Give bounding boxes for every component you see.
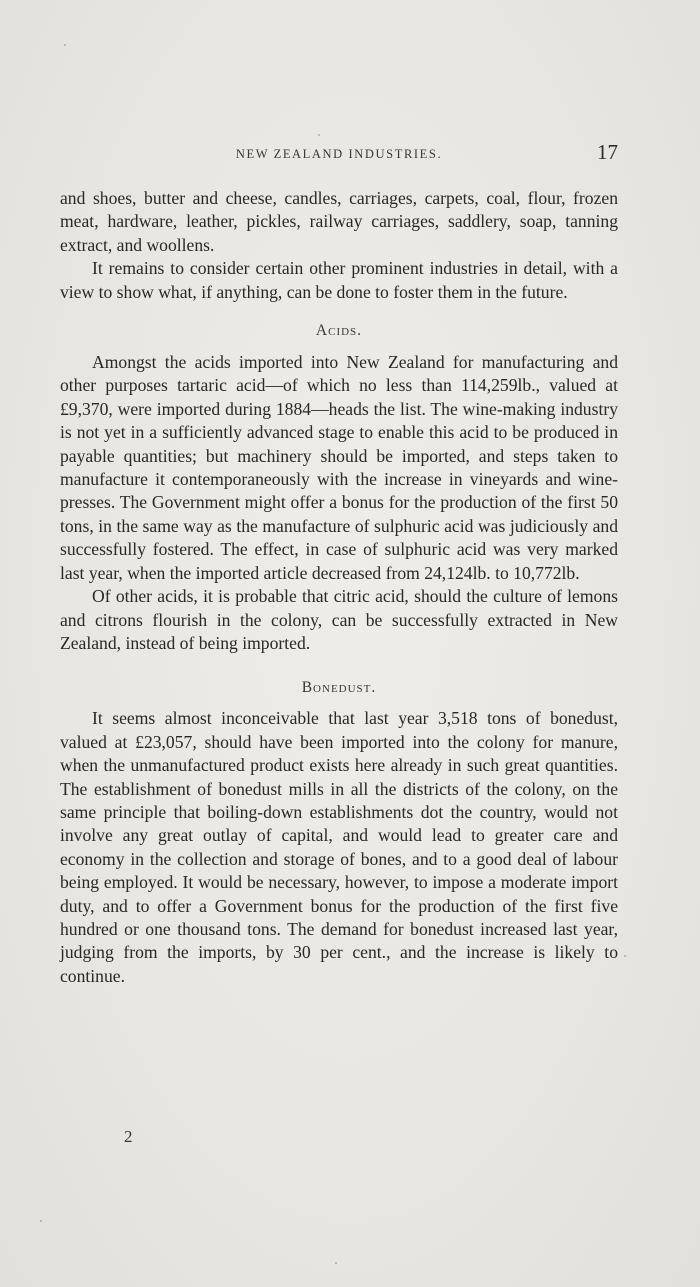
section-heading-acids: Acids. (315, 322, 363, 340)
paragraph-acids-tartaric: Amongst the acids imported into New Zealand for manufacturing and other purposes tartaric acid—of which no less than 114,259lb., valued at £9,370, were imported during 1884—heads the list. The wine-making industry is not yet in a sufficiently advanced stage to enable this acid to be produced in payable quantities; but machinery should be imported, and steps taken to manufacture it contemporaneously with the increase in vineyards and wine-presses. The Government might offer a bonus for the production of the first 50 tons, in the same way as the manufacture of sulphuric acid was judiciously and successfully fostered. The effect, in case of sulphuric acid was very marked last year, when the imported article decreased from 24,124lb. to 10,772lb. (60, 352, 618, 583)
running-head: NEW ZEALAND INDUSTRIES. (235, 147, 443, 161)
paper-speck (40, 1220, 42, 1222)
page-number: 17 (597, 140, 618, 164)
body-text (60, 187, 618, 988)
paragraph-continued: and shoes, butter and cheese, candles, carriages, carpets, coal, flour, frozen meat, hardware, leather, pickles, railway carriages, saddlery, soap, tanning extract, and woollens. (60, 188, 618, 255)
paper-speck (335, 1262, 337, 1264)
paper-speck (624, 955, 626, 957)
section-heading-bonedust: Bonedust. (301, 679, 377, 697)
signature-mark: 2 (124, 1127, 133, 1146)
paper-speck (318, 134, 320, 136)
paper-speck (64, 44, 66, 46)
paragraph-bonedust: It seems almost inconceivable that last year 3,518 tons of bonedust, valued at £23,057, should have been imported into the colony for manure, when the unmanufactured product exists here already in such great quantities. The establishment of bonedust mills in all the districts of the colony, on the same principle that boiling-down establishments dot the country, would not involve any great outlay of capital, and would lead to greater care and economy in the collection and storage of bones, and to a good deal of labour being employed. It would be necessary, however, to impose a moderate import duty, and to offer a Government bonus for the production of the first five hundred or one thousand tons. The demand for bonedust increased last year, judging from the imports, by 30 per cent., and the increase is likely to continue. (60, 708, 618, 986)
paragraph-acids-citric: Of other acids, it is probable that citric acid, should the culture of lemons and citrons flourish in the colony, can be successfully extracted in New Zealand, instead of being imported. (60, 586, 618, 653)
page-header (60, 140, 618, 170)
paragraph-intro: It remains to consider certain other prominent industries in detail, with a view to show what, if anything, can be done to foster them in the future. (60, 258, 618, 302)
